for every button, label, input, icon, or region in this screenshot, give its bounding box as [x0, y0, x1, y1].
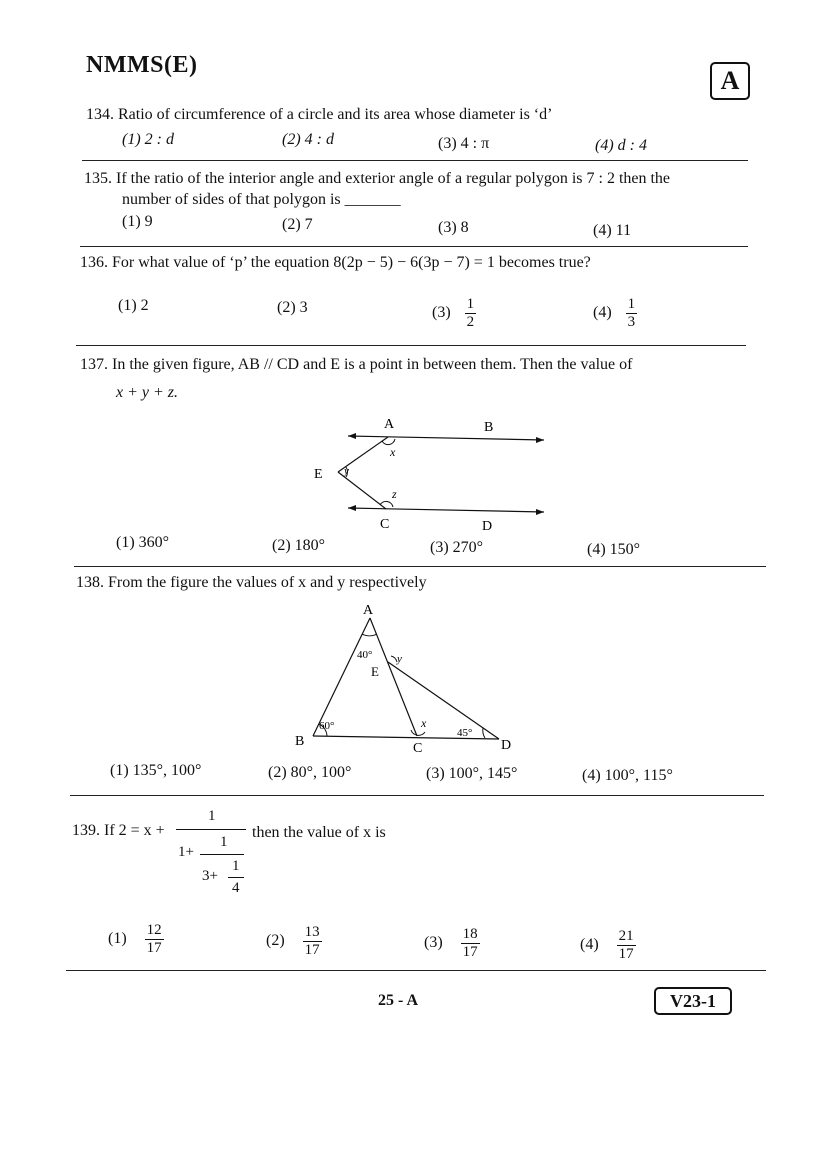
denominator: 17: [304, 942, 320, 958]
label-b: B: [295, 734, 305, 749]
q137-option-1[interactable]: (1) 360°: [116, 534, 170, 551]
parallel-lines-figure: [300, 410, 560, 540]
q136-option-2[interactable]: (2) 3: [277, 299, 308, 316]
option-label: (4): [593, 304, 612, 322]
q137-option-4[interactable]: (4) 150°: [587, 541, 641, 558]
label-e: E: [314, 467, 323, 482]
cf-numerator-3: 1: [232, 858, 240, 874]
option-label: (2): [266, 932, 285, 950]
q136-option-1[interactable]: (1) 2: [118, 297, 149, 314]
line-cd: [348, 508, 544, 512]
label-z: z: [392, 487, 397, 501]
denominator: 2: [466, 314, 475, 330]
denominator: 17: [146, 940, 162, 956]
q138-option-1[interactable]: (1) 135°, 100°: [110, 762, 202, 779]
q135-option-4[interactable]: (4) 11: [593, 222, 632, 239]
fraction: [465, 296, 477, 331]
label-x: x: [390, 445, 396, 459]
option-label: (4): [580, 936, 599, 954]
q134-option-1[interactable]: (1) 2 : d: [122, 131, 174, 148]
arrow-right-icon: [536, 509, 544, 515]
angle-x-arc: [411, 730, 425, 735]
question-137-text-line1: 137. In the given figure, AB // CD and E is a point in between them. Then the value of: [80, 356, 633, 373]
question-135-text-line2: number of sides of that polygon is _______: [122, 191, 401, 208]
denominator: 17: [618, 946, 634, 962]
numerator: 1: [466, 296, 475, 312]
fraction: [303, 924, 322, 959]
label-a: A: [363, 603, 374, 618]
cf-numerator-1: 1: [208, 808, 216, 824]
question-134-text: 134. Ratio of circumference of a circle and its area whose diameter is ‘d’: [86, 106, 553, 123]
q134-option-2[interactable]: (2) 4 : d: [282, 131, 334, 148]
q134-option-3[interactable]: (3) 4 : π: [438, 135, 490, 152]
label-angle-a: 40°: [357, 649, 373, 661]
q139-option-2[interactable]: [266, 924, 322, 959]
numerator: 21: [618, 928, 634, 944]
numerator: 18: [462, 926, 478, 942]
option-label: (1): [108, 930, 127, 948]
fraction-bar: [228, 877, 244, 878]
numerator: 1: [627, 296, 636, 312]
question-138-text: 138. From the figure the values of x and y respectively: [76, 574, 427, 591]
continued-fraction: [174, 808, 248, 900]
label-angle-b: 60°: [319, 720, 335, 732]
divider: [74, 566, 766, 567]
label-x: x: [421, 716, 427, 730]
label-c: C: [413, 741, 423, 756]
q137-option-3[interactable]: (3) 270°: [430, 539, 484, 556]
label-d: D: [501, 738, 512, 753]
option-label: (3): [424, 934, 443, 952]
label-a: A: [384, 417, 395, 432]
q135-option-3[interactable]: (3) 8: [438, 219, 469, 236]
fraction-bar: [176, 829, 246, 830]
q139-option-3[interactable]: [424, 926, 480, 961]
page-number: 25 - A: [378, 992, 418, 1009]
q135-option-1[interactable]: (1) 9: [122, 213, 153, 230]
label-y: y: [344, 465, 349, 477]
label-e: E: [371, 664, 379, 679]
option-label: (3): [432, 304, 451, 322]
divider: [70, 795, 764, 796]
segment-ed: [388, 662, 499, 739]
question-139-prefix: 139. If 2 = x +: [72, 822, 165, 839]
q139-option-4[interactable]: [580, 928, 636, 963]
line-ab: [348, 436, 544, 440]
q136-option-4[interactable]: [593, 296, 637, 331]
question-135-text-line1: 135. If the ratio of the interior angle and exterior angle of a regular polygon is 7 : 2 then the: [84, 170, 671, 187]
divider: [82, 160, 748, 161]
label-d: D: [482, 519, 493, 534]
q135-option-2[interactable]: (2) 7: [282, 216, 313, 233]
denominator: 17: [462, 944, 478, 960]
label-c: C: [380, 517, 390, 532]
q138-option-2[interactable]: (2) 80°, 100°: [268, 764, 352, 781]
label-angle-d: 45°: [457, 727, 473, 739]
page-title: NMMS(E): [86, 52, 198, 78]
q134-option-4[interactable]: (4) d : 4: [595, 137, 647, 154]
divider: [76, 345, 746, 346]
side-ab: [313, 618, 373, 736]
q138-option-3[interactable]: (3) 100°, 145°: [426, 765, 518, 782]
fraction: [626, 296, 638, 331]
set-badge: A: [710, 62, 750, 100]
fraction: [617, 928, 636, 963]
q139-option-1[interactable]: [108, 922, 164, 957]
label-b: B: [484, 420, 494, 435]
question-139-suffix: then the value of x is: [252, 824, 386, 841]
segment-ec: [338, 472, 386, 509]
arrow-left-icon: [348, 505, 356, 511]
divider: [80, 246, 748, 247]
q136-option-3[interactable]: [432, 296, 476, 331]
cf-denominator-3: 4: [232, 880, 240, 896]
triangle-figure: [285, 600, 525, 760]
fraction: [461, 926, 480, 961]
cf-denominator-2: 3+: [202, 868, 218, 884]
divider: [66, 970, 766, 971]
fraction: [145, 922, 164, 957]
cf-denominator-1: 1+: [178, 844, 194, 860]
question-137-text-line2: x + y + z.: [116, 384, 179, 401]
label-y: y: [397, 653, 402, 665]
arrow-left-icon: [348, 433, 356, 439]
q138-option-4[interactable]: (4) 100°, 115°: [582, 767, 673, 784]
question-136-text: 136. For what value of ‘p’ the equation 8(2p − 5) − 6(3p − 7) = 1 becomes true?: [80, 254, 591, 271]
q137-option-2[interactable]: (2) 180°: [272, 537, 326, 554]
booklet-code-badge: V23-1: [654, 987, 732, 1015]
numerator: 12: [146, 922, 162, 938]
fraction-bar: [200, 854, 244, 855]
numerator: 13: [304, 924, 320, 940]
arrow-right-icon: [536, 437, 544, 443]
cf-numerator-2: 1: [220, 834, 228, 850]
angle-a-arc: [362, 634, 377, 636]
denominator: 3: [627, 314, 636, 330]
